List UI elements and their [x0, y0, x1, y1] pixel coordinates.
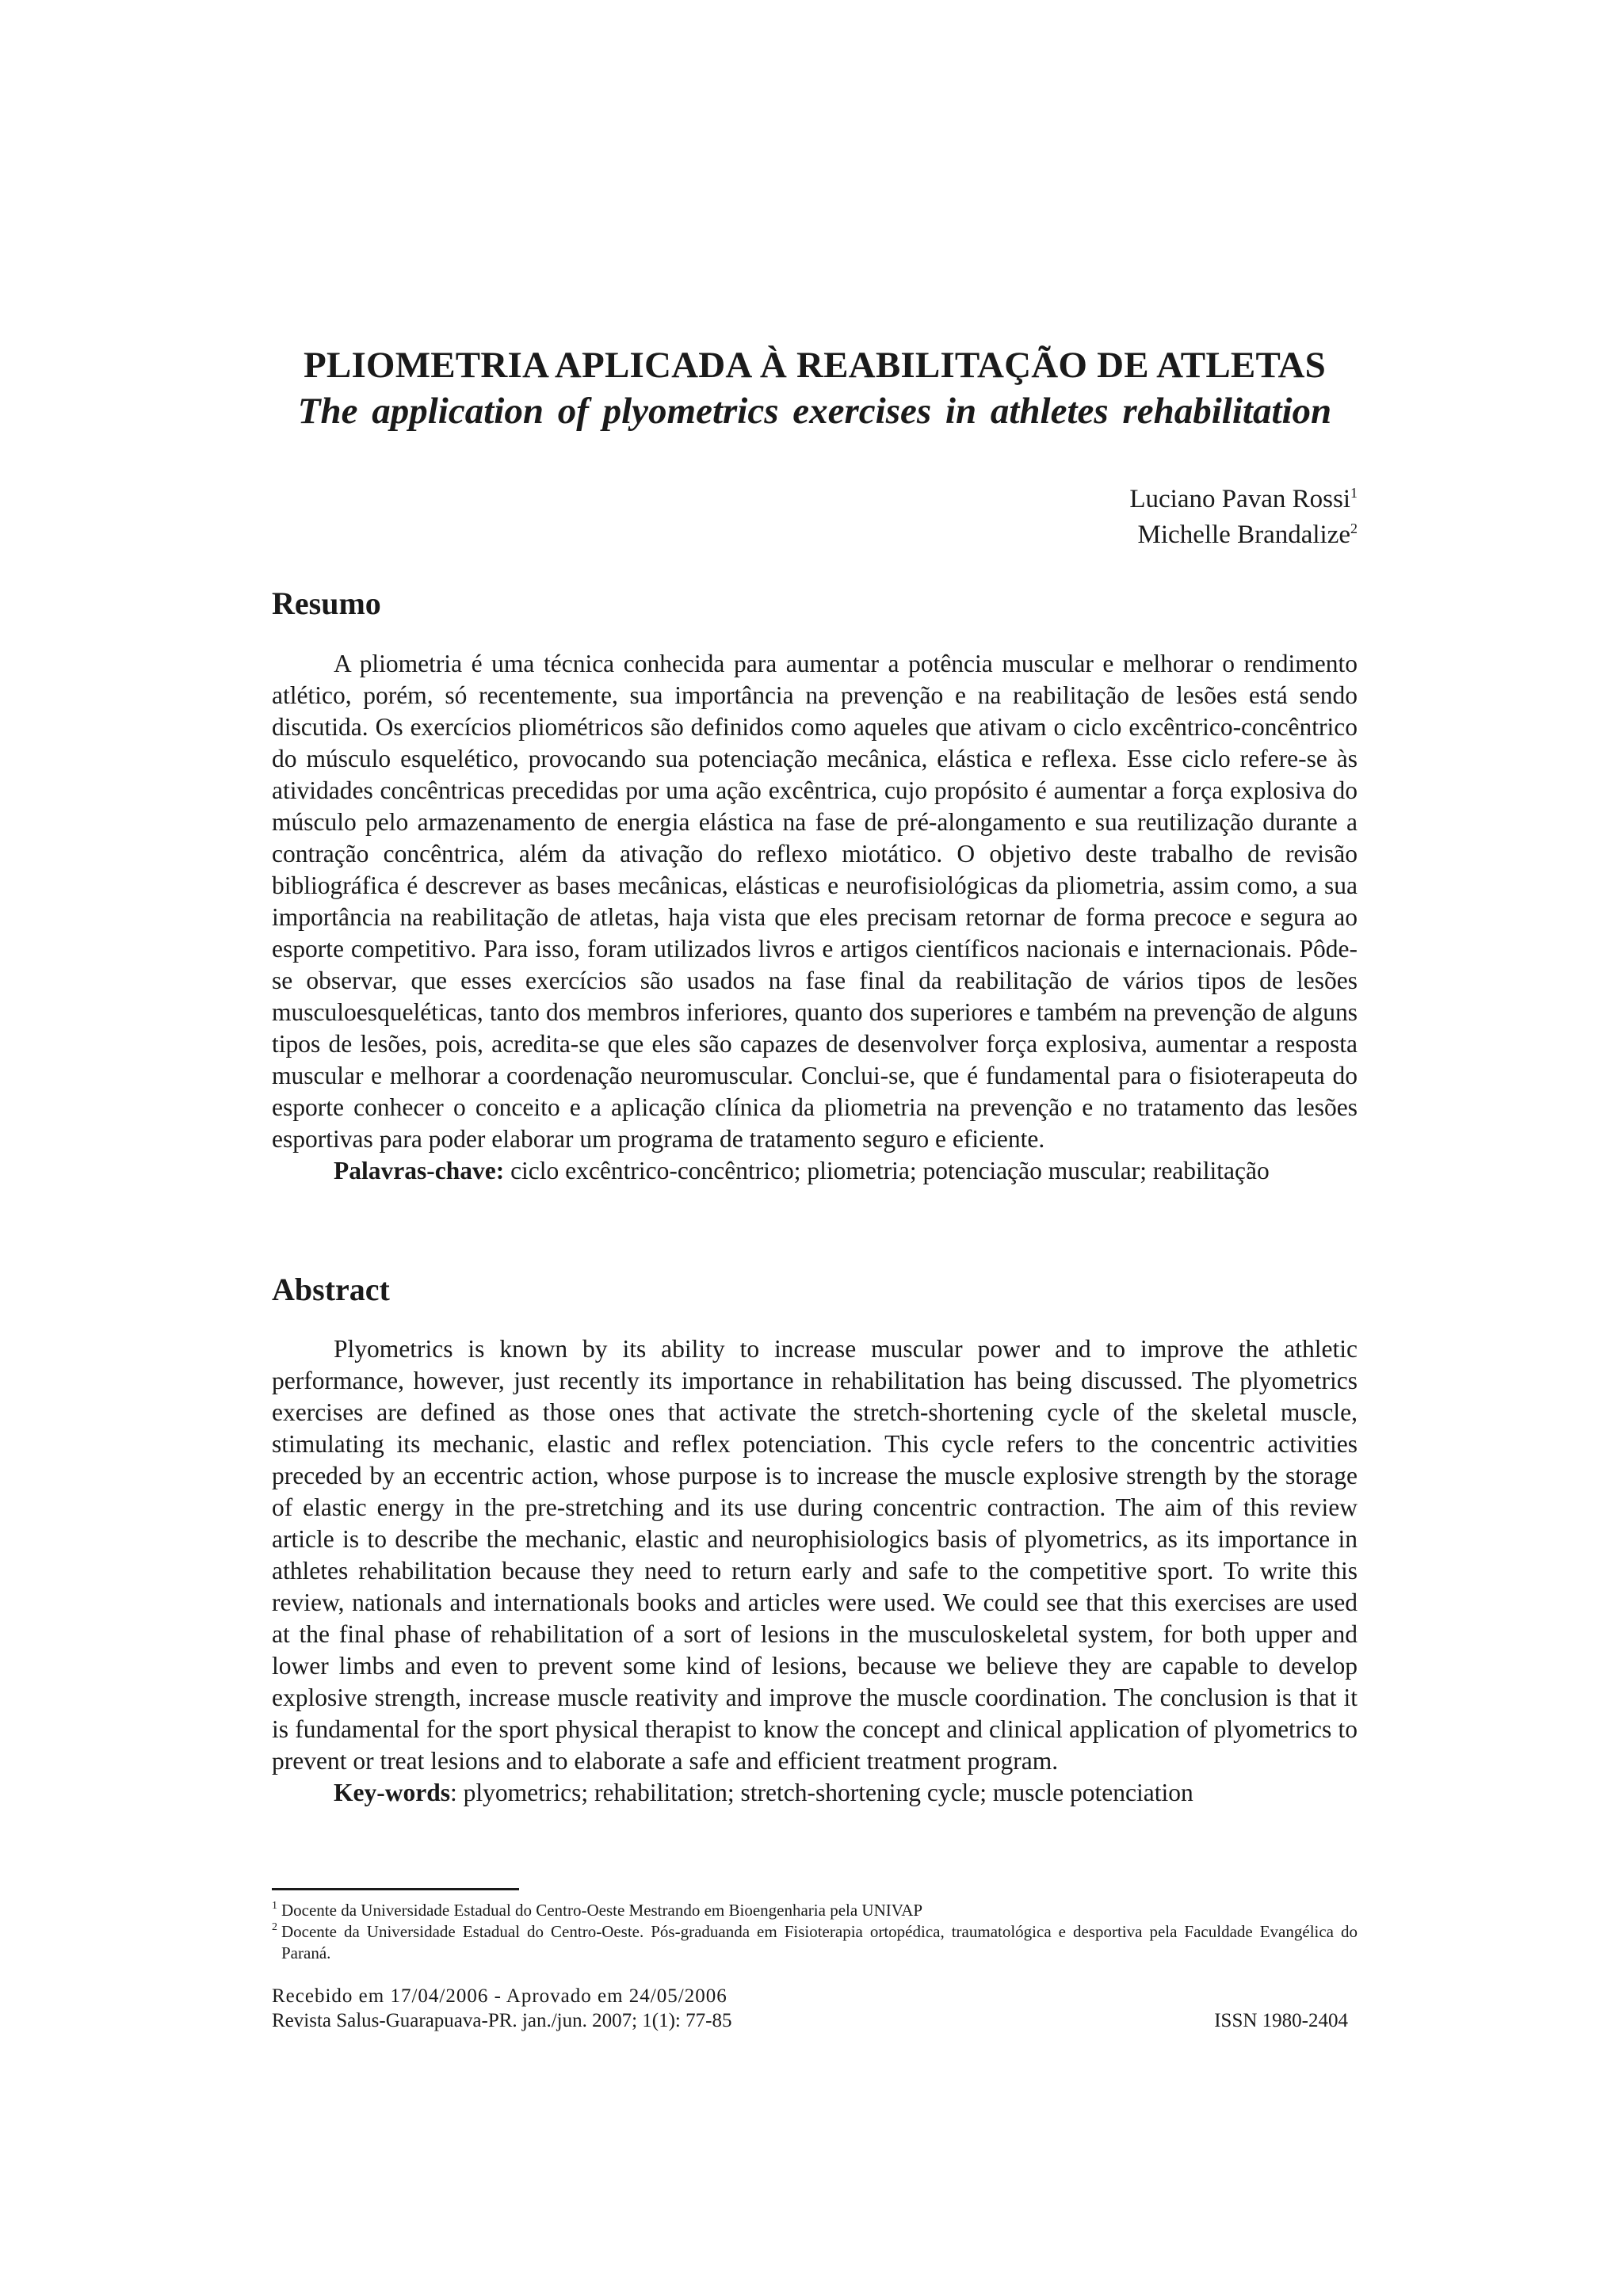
keywords-label: Palavras-chave:	[334, 1157, 505, 1184]
resumo-heading: Resumo	[272, 585, 381, 621]
resumo-keywords	[272, 1155, 1358, 1187]
author-name: Michelle Brandalize	[1137, 521, 1350, 549]
resumo-paragraph: A pliometria é uma técnica conhecida para aumentar a potência muscular e melhorar o rendimento atlético, porém, só recentemente, sua importância na prevenção e na reabilitação de lesões está sendo discutida. Os exercícios pliométricos são definidos como aqueles que ativam o ciclo excêntrico-concêntrico do músculo esquelético, provocando sua potenciação mecânica, elástica e reflexa. Esse ciclo refere-se às atividades concêntricas precedidas por uma ação excêntrica, cujo propósito é aumentar a força explosiva do músculo pelo armazenamento de energia elástica na fase de pré-alongamento e sua reutilização durante a contração concêntrica, além da ativação do reflexo miotático. O objetivo deste trabalho de revisão bibliográfica é descrever as bases mecânicas, elásticas e neurofisiológicas da pliometria, assim como, a sua importância na reabilitação de atletas, haja vista que eles precisam retornar de forma precoce e segura ao esporte competitivo. Para isso, foram utilizados livros e artigos científicos nacionais e internacionais. Pôde-se observar, que esses exercícios são usados na fase final da reabilitação de vários tipos de lesões musculoesqueléticas, tanto dos membros inferiores, quanto dos superiores e também na prevenção de alguns tipos de lesões, pois, acredita-se que eles são capazes de desenvolver força explosiva, aumentar a resposta muscular e melhorar a coordenação neuromuscular. Conclui-se, que é fundamental para o fisioterapeuta do esporte conhecer o conceito e a aplicação clínica da pliometria na prevenção e no tratamento das lesões esportivas para poder elaborar um programa de tratamento seguro e eficiente.	[272, 650, 1358, 1153]
title-english: The application of plyometrics exercises in athletes rehabilitation	[297, 391, 1332, 432]
author-affiliation-marker: 2	[1350, 521, 1358, 536]
footnote-2	[272, 1921, 1358, 1964]
abstract-keywords	[272, 1777, 1358, 1809]
title-block	[272, 342, 1358, 434]
abstract-section	[272, 1333, 1358, 1809]
journal-citation: Revista Salus-Guarapuava-PR. jan./jun. 2007; 1(1): 77-85	[272, 2010, 732, 2031]
abstract-paragraph: Plyometrics is known by its ability to increase muscular power and to improve the athletic performance, however, just recently its importance in rehabilitation has being discussed. The plyometrics exercises are defined as those ones that activate the stretch-shortening cycle of the skeletal muscle, stimulating its mechanic, elastic and reflex potenciation. This cycle refers to the concentric activities preceded by an eccentric action, whose purpose is to increase the muscle explosive strength by the storage of elastic energy in the pre-stretching and its use during concentric contraction. The aim of this review article is to describe the mechanic, elastic and neurophisiologics basis of plyometrics, as its importance in athletes rehabilitation because they need to return early and safe to the competitive sport. To write this review, nationals and internationals books and articles were used. We could see that this exercises are used at the final phase of rehabilitation of a sort of lesions in the musculoskeletal system, for both upper and lower limbs and even to prevent some kind of lesions, because we believe they are capable to develop explosive strength, increase muscle reativity and improve the muscle coordination. The conclusion is that it is fundamental for the sport physical therapist to know the concept and clinical application of plyometrics to prevent or treat lesions and to elaborate a safe and efficient treatment program.	[272, 1335, 1358, 1775]
footnote-text: Docente da Universidade Estadual do Centro-Oeste. Pós-graduanda em Fisioterapia ortopédica, traumatológica e desportiva pela Faculdade Evangélica do Paraná.	[281, 1922, 1358, 1962]
footnote-1	[272, 1900, 1358, 1921]
abstract-heading: Abstract	[272, 1272, 390, 1307]
keywords-list: ciclo excêntrico-concêntrico; pliometria; potenciação muscular; reabilitação	[504, 1157, 1270, 1184]
title-portuguese: PLIOMETRIA APLICADA À REABILITAÇÃO DE ATLETAS	[303, 345, 1326, 386]
author-1	[1129, 482, 1358, 517]
footnote-marker: 2	[272, 1921, 277, 1933]
footnote-text: Docente da Universidade Estadual do Centro-Oeste Mestrando em Bioengenharia pela UNIVAP	[281, 1901, 923, 1920]
author-affiliation-marker: 1	[1350, 485, 1358, 501]
footnotes	[272, 1900, 1358, 1964]
author-list	[1129, 482, 1358, 553]
author-name: Luciano Pavan Rossi	[1129, 485, 1350, 513]
keywords-label: Key-words	[334, 1779, 450, 1806]
author-2	[1129, 517, 1358, 553]
issn: ISSN 1980-2404	[1214, 2010, 1348, 2031]
resumo-section	[272, 648, 1358, 1187]
keywords-list: : plyometrics; rehabilitation; stretch-shortening cycle; muscle potenciation	[449, 1779, 1193, 1806]
received-dates: Recebido em 17/04/2006 - Aprovado em 24/05/2006	[272, 1985, 727, 2007]
footnote-marker: 1	[272, 1900, 277, 1912]
footnote-divider	[272, 1888, 519, 1890]
